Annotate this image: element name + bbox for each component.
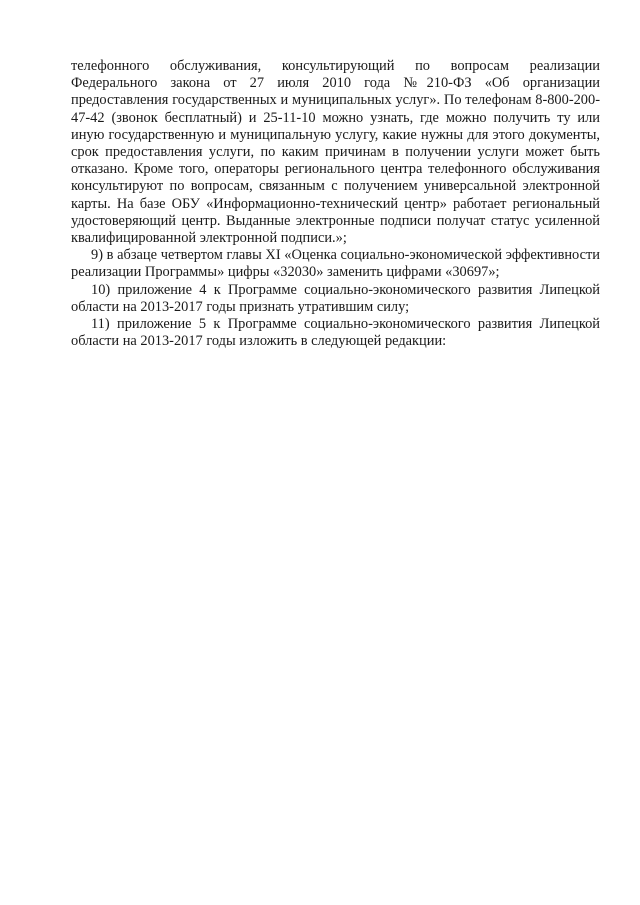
document-body — [71, 58, 600, 350]
paragraph-item-10: 10) приложение 4 к Программе социально-экономического развития Липецкой области на 2013-2017 годы признать утратившим силу; — [71, 281, 600, 315]
paragraph-item-11: 11) приложение 5 к Программе социально-экономического развития Липецкой области на 2013-2017 годы изложить в следующей редакции: — [71, 316, 600, 350]
paragraph-continuation: телефонного обслуживания, консультирующий по вопросам реализации Федерального закона от 27 июля 2010 года №210-ФЗ «Об организации предоставления государственных и муниципальных услуг». По телефонам 8-800-200-47-42 (звонок бесплатный) и 25-11-10 можно узнать, где можно получить ту или иную государственную и муниципальную услугу, какие нужны для этого документы, срок предоставления услуги, по каким причинам в получении услуги может быть отказано. Кроме того, операторы регионального центра телефонного обслуживания консультируют по вопросам, связанным с получением универсальной электронной карты. На базе ОБУ «Информационно-технический центр» работает региональный удостоверяющий центр. Выданные электронные подписи получат статус усиленной квалифицированной электронной подписи.»; — [71, 58, 600, 247]
paragraph-item-9: 9) в абзаце четвертом главы XI «Оценка социально-экономической эффективности реализации Программы» цифры «32030» заменить цифрами «30697»; — [71, 247, 600, 281]
